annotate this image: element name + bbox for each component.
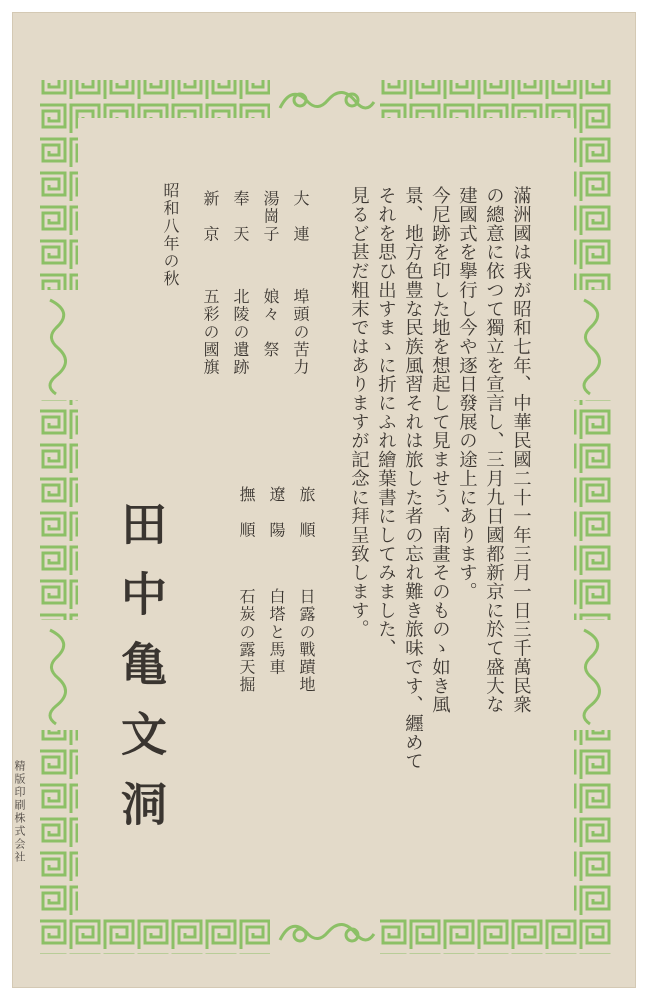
place-title: 日露の戰蹟地 <box>297 588 316 694</box>
place-city: 新 京 <box>201 190 220 243</box>
body-line: の總意に依つて獨立を宣言し、三月九日國都新京に於て盛大な <box>483 186 505 714</box>
body-line: 景、地方色豊な民族風習それは旅した者の忘れ難き旅味です、纒めて <box>402 186 424 771</box>
body-line: 滿洲國は我が昭和七年、中華民國二十一年三月一日三千萬民衆 <box>510 186 532 714</box>
brand-name: 田中亀文洞 <box>114 500 168 850</box>
date: 昭和八年の秋 <box>161 182 180 288</box>
place-title: 五彩の國旗 <box>201 288 220 376</box>
place-title: 埠頭の苦力 <box>291 288 310 376</box>
place-title: 石炭の露天掘 <box>237 588 256 694</box>
place-city: 大 連 <box>291 190 310 243</box>
body-line: 建國式を擧行し今や逐日發展の途上にあります。 <box>456 186 478 601</box>
place-title: 白塔と馬車 <box>267 588 286 676</box>
place-city: 湯崗子 <box>261 190 280 243</box>
place-title: 北陵の遺跡 <box>231 288 250 376</box>
body-line: それを思ひ出すまゝに折にふれ繪葉書にしてみました、 <box>375 186 397 658</box>
body-line: 今尼跡を印した地を想起して見ませう、南畫そのものゝ如き風 <box>429 186 451 714</box>
place-title: 娘々 祭 <box>261 288 280 359</box>
place-city: 遼 陽 <box>267 486 286 539</box>
place-city: 旅 順 <box>297 486 316 539</box>
place-city: 奉 天 <box>231 190 250 243</box>
body-line: 見るど甚だ粗末ではありますが記念に拜呈致します。 <box>348 186 370 639</box>
printer-credit: 精版印刷株式会社 <box>13 760 26 864</box>
place-city: 撫 順 <box>237 486 256 539</box>
